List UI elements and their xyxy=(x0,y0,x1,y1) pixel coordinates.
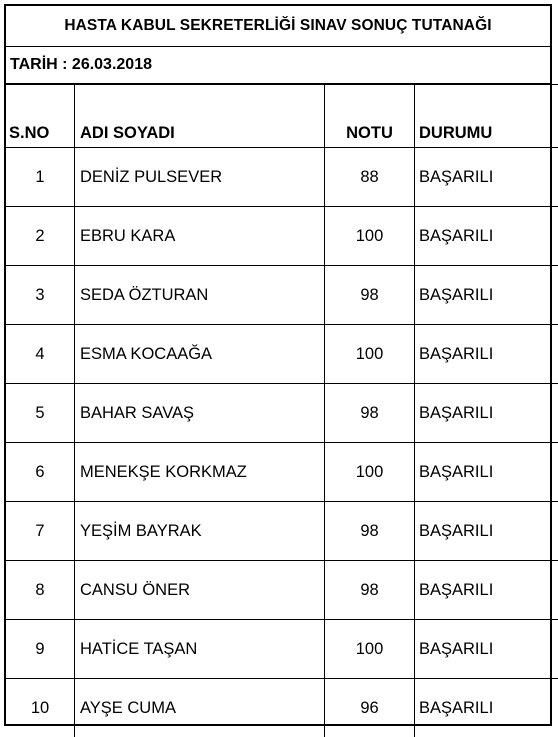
cell-name: BAHAR SAVAŞ xyxy=(75,384,325,443)
cell-name: HATİCE TAŞAN xyxy=(75,620,325,679)
cell-score: 98 xyxy=(325,561,415,620)
header-name: ADI SOYADI xyxy=(75,85,325,148)
header-status: DURUMU xyxy=(415,85,558,148)
cell-name: ESMA KOCAAĞA xyxy=(75,325,325,384)
cell-score: 88 xyxy=(325,148,415,207)
header-score: NOTU xyxy=(325,85,415,148)
cell-status: BAŞARILI xyxy=(415,679,558,737)
results-sheet xyxy=(4,4,552,726)
cell-name: EBRU KARA xyxy=(75,207,325,266)
cell-name: CANSU ÖNER xyxy=(75,561,325,620)
cell-sno: 1 xyxy=(6,148,75,207)
table-row xyxy=(6,148,558,207)
cell-status: BAŞARILI xyxy=(415,148,558,207)
cell-status: BAŞARILI xyxy=(415,561,558,620)
cell-status: BAŞARILI xyxy=(415,266,558,325)
cell-name: AYŞE CUMA xyxy=(75,679,325,737)
cell-score: 100 xyxy=(325,325,415,384)
table-row xyxy=(6,207,558,266)
cell-score: 100 xyxy=(325,207,415,266)
table-row xyxy=(6,325,558,384)
cell-status: BAŞARILI xyxy=(415,443,558,502)
cell-sno: 3 xyxy=(6,266,75,325)
table-row xyxy=(6,561,558,620)
cell-sno: 10 xyxy=(6,679,75,737)
table-row xyxy=(6,443,558,502)
header-sno: S.NO xyxy=(6,85,75,148)
cell-status: BAŞARILI xyxy=(415,207,558,266)
cell-name: YEŞİM BAYRAK xyxy=(75,502,325,561)
cell-sno: 2 xyxy=(6,207,75,266)
cell-score: 98 xyxy=(325,502,415,561)
cell-name: DENİZ PULSEVER xyxy=(75,148,325,207)
cell-score: 96 xyxy=(325,679,415,737)
cell-name: MENEKŞE KORKMAZ xyxy=(75,443,325,502)
cell-name: SEDA ÖZTURAN xyxy=(75,266,325,325)
document-title: HASTA KABUL SEKRETERLİĞİ SINAV SONUÇ TUTANAĞI xyxy=(6,6,550,47)
cell-sno: 8 xyxy=(6,561,75,620)
cell-status: BAŞARILI xyxy=(415,502,558,561)
results-table xyxy=(6,84,558,737)
table-row xyxy=(6,502,558,561)
cell-status: BAŞARILI xyxy=(415,325,558,384)
cell-status: BAŞARILI xyxy=(415,384,558,443)
cell-sno: 7 xyxy=(6,502,75,561)
cell-score: 100 xyxy=(325,443,415,502)
cell-score: 98 xyxy=(325,384,415,443)
table-row xyxy=(6,266,558,325)
table-row xyxy=(6,384,558,443)
header-row xyxy=(6,85,558,148)
cell-score: 98 xyxy=(325,266,415,325)
table-row xyxy=(6,679,558,737)
cell-sno: 6 xyxy=(6,443,75,502)
table-row xyxy=(6,620,558,679)
cell-score: 100 xyxy=(325,620,415,679)
cell-sno: 4 xyxy=(6,325,75,384)
cell-sno: 5 xyxy=(6,384,75,443)
cell-sno: 9 xyxy=(6,620,75,679)
cell-status: BAŞARILI xyxy=(415,620,558,679)
date-line: TARİH : 26.03.2018 xyxy=(6,46,550,84)
